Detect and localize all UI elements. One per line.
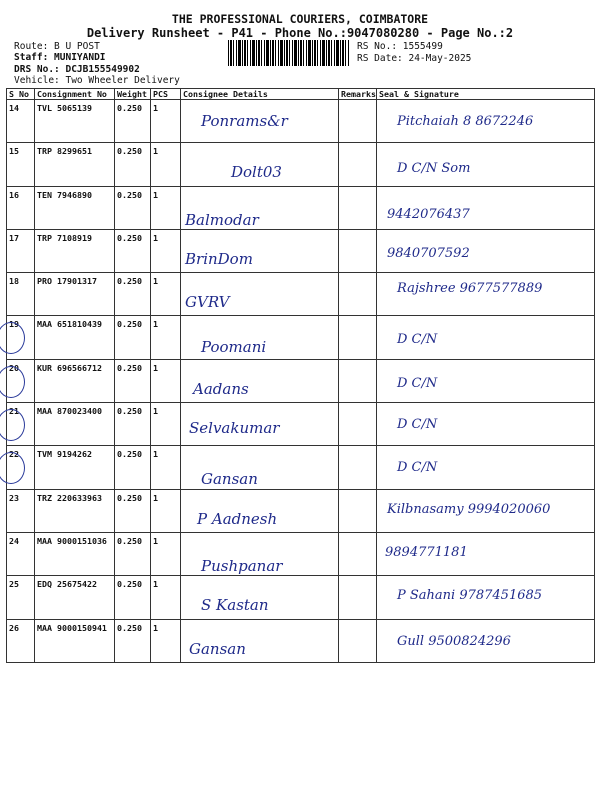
serial-number-cell: 23	[7, 489, 35, 532]
signature-handwriting: D C/N	[397, 375, 438, 391]
pcs-cell: 1	[151, 403, 181, 446]
consignee-cell	[181, 229, 339, 272]
drs-number: DRS No.: DCJB155549902	[14, 64, 140, 75]
rs-date: RS Date: 24-May-2025	[357, 53, 472, 64]
column-header: Consignee Details	[181, 89, 339, 100]
consignee-handwriting: Poomani	[201, 338, 267, 357]
consignee-cell	[181, 273, 339, 316]
consignee-handwriting: Dolt03	[231, 163, 282, 182]
column-header: Consignment No	[35, 89, 115, 100]
vehicle-label: Vehicle: Two Wheeler Delivery	[14, 75, 180, 86]
remarks-cell	[339, 229, 377, 272]
consignee-handwriting: S Kastan	[201, 596, 269, 615]
consignment-number-cell: TRP 8299651	[35, 143, 115, 186]
pcs-cell: 1	[151, 100, 181, 143]
serial-number-cell: 15	[7, 143, 35, 186]
pcs-cell: 1	[151, 143, 181, 186]
column-header: PCS	[151, 89, 181, 100]
weight-cell: 0.250	[115, 100, 151, 143]
remarks-cell	[339, 446, 377, 489]
consignee-cell	[181, 143, 339, 186]
table-row	[7, 489, 595, 532]
consignee-handwriting: Aadans	[193, 379, 249, 398]
weight-cell: 0.250	[115, 316, 151, 359]
serial-number-cell: 21	[7, 403, 35, 446]
signature-cell	[377, 576, 595, 619]
table-row	[7, 532, 595, 575]
consignee-handwriting: Ponrams&r	[201, 112, 288, 130]
serial-number-cell: 20	[7, 359, 35, 402]
pcs-cell: 1	[151, 619, 181, 662]
circle-mark-icon	[0, 366, 25, 398]
circle-mark-icon	[0, 452, 25, 484]
table-row	[7, 229, 595, 272]
pcs-cell: 1	[151, 446, 181, 489]
serial-number-cell: 17	[7, 229, 35, 272]
table-row	[7, 143, 595, 186]
table-row	[7, 273, 595, 316]
weight-cell: 0.250	[115, 359, 151, 402]
route-label: Route: B U POST	[14, 41, 100, 52]
signature-handwriting: 9894771181	[385, 544, 468, 560]
consignee-cell	[181, 186, 339, 229]
consignment-number-cell: MAA 9000150941	[35, 619, 115, 662]
consignee-handwriting: Gansan	[189, 639, 246, 658]
serial-number-cell: 22	[7, 446, 35, 489]
signature-cell	[377, 186, 595, 229]
consignment-number-cell: MAA 651810439	[35, 316, 115, 359]
signature-cell	[377, 489, 595, 532]
signature-handwriting: P Sahani 9787451685	[397, 588, 543, 604]
consignee-handwriting: GVRV	[185, 293, 230, 312]
runsheet-subtitle: Delivery Runsheet - P41 - Phone No.:9047080280 - Page No.:2	[86, 26, 514, 40]
column-header: S No	[7, 89, 35, 100]
remarks-cell	[339, 316, 377, 359]
table-row	[7, 316, 595, 359]
weight-cell: 0.250	[115, 619, 151, 662]
weight-cell: 0.250	[115, 229, 151, 272]
signature-cell	[377, 229, 595, 272]
pcs-cell: 1	[151, 532, 181, 575]
signature-handwriting: D C/N Som	[397, 161, 471, 177]
remarks-cell	[339, 576, 377, 619]
signature-handwriting: D C/N	[397, 460, 438, 476]
consignee-handwriting: Selvakumar	[189, 419, 280, 438]
consignee-cell	[181, 489, 339, 532]
signature-cell	[377, 100, 595, 143]
staff-label: Staff: MUNIYANDI	[14, 52, 106, 63]
column-header: Remarks	[339, 89, 377, 100]
signature-handwriting: Rajshree 9677577889	[397, 281, 543, 297]
signature-handwriting: Pitchaiah 8 8672246	[397, 114, 534, 129]
consignment-number-cell: TVM 9194262	[35, 446, 115, 489]
remarks-cell	[339, 273, 377, 316]
signature-handwriting: D C/N	[397, 332, 438, 348]
pcs-cell: 1	[151, 576, 181, 619]
signature-cell	[377, 403, 595, 446]
weight-cell: 0.250	[115, 273, 151, 316]
weight-cell: 0.250	[115, 532, 151, 575]
table-row	[7, 403, 595, 446]
rs-number: RS No.: 1555499	[357, 41, 443, 52]
remarks-cell	[339, 100, 377, 143]
runsheet-table	[6, 88, 595, 663]
table-row	[7, 446, 595, 489]
remarks-cell	[339, 489, 377, 532]
consignee-handwriting: Balmodar	[185, 210, 259, 229]
weight-cell: 0.250	[115, 446, 151, 489]
consignment-number-cell: EDQ 25675422	[35, 576, 115, 619]
weight-cell: 0.250	[115, 403, 151, 446]
remarks-cell	[339, 359, 377, 402]
table-row	[7, 359, 595, 402]
consignee-cell	[181, 446, 339, 489]
remarks-cell	[339, 532, 377, 575]
weight-cell: 0.250	[115, 186, 151, 229]
consignee-handwriting: Gansan	[201, 470, 258, 489]
consignee-cell	[181, 576, 339, 619]
consignment-number-cell: TVL 5065139	[35, 100, 115, 143]
remarks-cell	[339, 143, 377, 186]
table-row	[7, 100, 595, 143]
consignee-cell	[181, 403, 339, 446]
signature-cell	[377, 273, 595, 316]
circle-mark-icon	[0, 322, 25, 354]
signature-cell	[377, 446, 595, 489]
consignee-cell	[181, 316, 339, 359]
serial-number-cell: 19	[7, 316, 35, 359]
consignment-number-cell: TRZ 220633963	[35, 489, 115, 532]
consignee-cell	[181, 359, 339, 402]
barcode-image	[228, 40, 350, 66]
remarks-cell	[339, 619, 377, 662]
signature-handwriting: D C/N	[397, 417, 438, 433]
consignee-handwriting: P Aadnesh	[197, 509, 278, 528]
weight-cell: 0.250	[115, 489, 151, 532]
signature-handwriting: Kilbnasamy 9994020060	[387, 501, 551, 517]
signature-cell	[377, 532, 595, 575]
serial-number-cell: 25	[7, 576, 35, 619]
consignment-number-cell: KUR 696566712	[35, 359, 115, 402]
serial-number-cell: 16	[7, 186, 35, 229]
serial-number-cell: 14	[7, 100, 35, 143]
weight-cell: 0.250	[115, 576, 151, 619]
pcs-cell: 1	[151, 359, 181, 402]
signature-handwriting: 9442076437	[387, 206, 470, 222]
signature-cell	[377, 143, 595, 186]
signature-handwriting: Gull 9500824296	[397, 633, 511, 649]
table-row	[7, 186, 595, 229]
table-row	[7, 576, 595, 619]
pcs-cell: 1	[151, 316, 181, 359]
consignee-handwriting: BrinDom	[185, 249, 253, 268]
consignee-cell	[181, 100, 339, 143]
consignment-number-cell: PRO 17901317	[35, 273, 115, 316]
pcs-cell: 1	[151, 489, 181, 532]
remarks-cell	[339, 403, 377, 446]
signature-cell	[377, 316, 595, 359]
weight-cell: 0.250	[115, 143, 151, 186]
runsheet-title: THE PROFESSIONAL COURIERS, COIMBATORE	[171, 12, 429, 26]
consignment-number-cell: MAA 9000151036	[35, 532, 115, 575]
column-header: Weight	[115, 89, 151, 100]
pcs-cell: 1	[151, 273, 181, 316]
consignment-number-cell: TRP 7108919	[35, 229, 115, 272]
pcs-cell: 1	[151, 186, 181, 229]
signature-cell	[377, 619, 595, 662]
column-header: Seal & Signature	[377, 89, 595, 100]
signature-cell	[377, 359, 595, 402]
pcs-cell: 1	[151, 229, 181, 272]
signature-handwriting: 9840707592	[387, 245, 470, 261]
remarks-cell	[339, 186, 377, 229]
serial-number-cell: 26	[7, 619, 35, 662]
serial-number-cell: 24	[7, 532, 35, 575]
consignee-handwriting: Pushpanar	[201, 556, 283, 575]
consignee-cell	[181, 619, 339, 662]
consignee-cell	[181, 532, 339, 575]
consignment-number-cell: MAA 870023400	[35, 403, 115, 446]
circle-mark-icon	[0, 409, 25, 441]
table-row	[7, 619, 595, 662]
table-header-row	[7, 89, 595, 100]
consignment-number-cell: TEN 7946890	[35, 186, 115, 229]
serial-number-cell: 18	[7, 273, 35, 316]
